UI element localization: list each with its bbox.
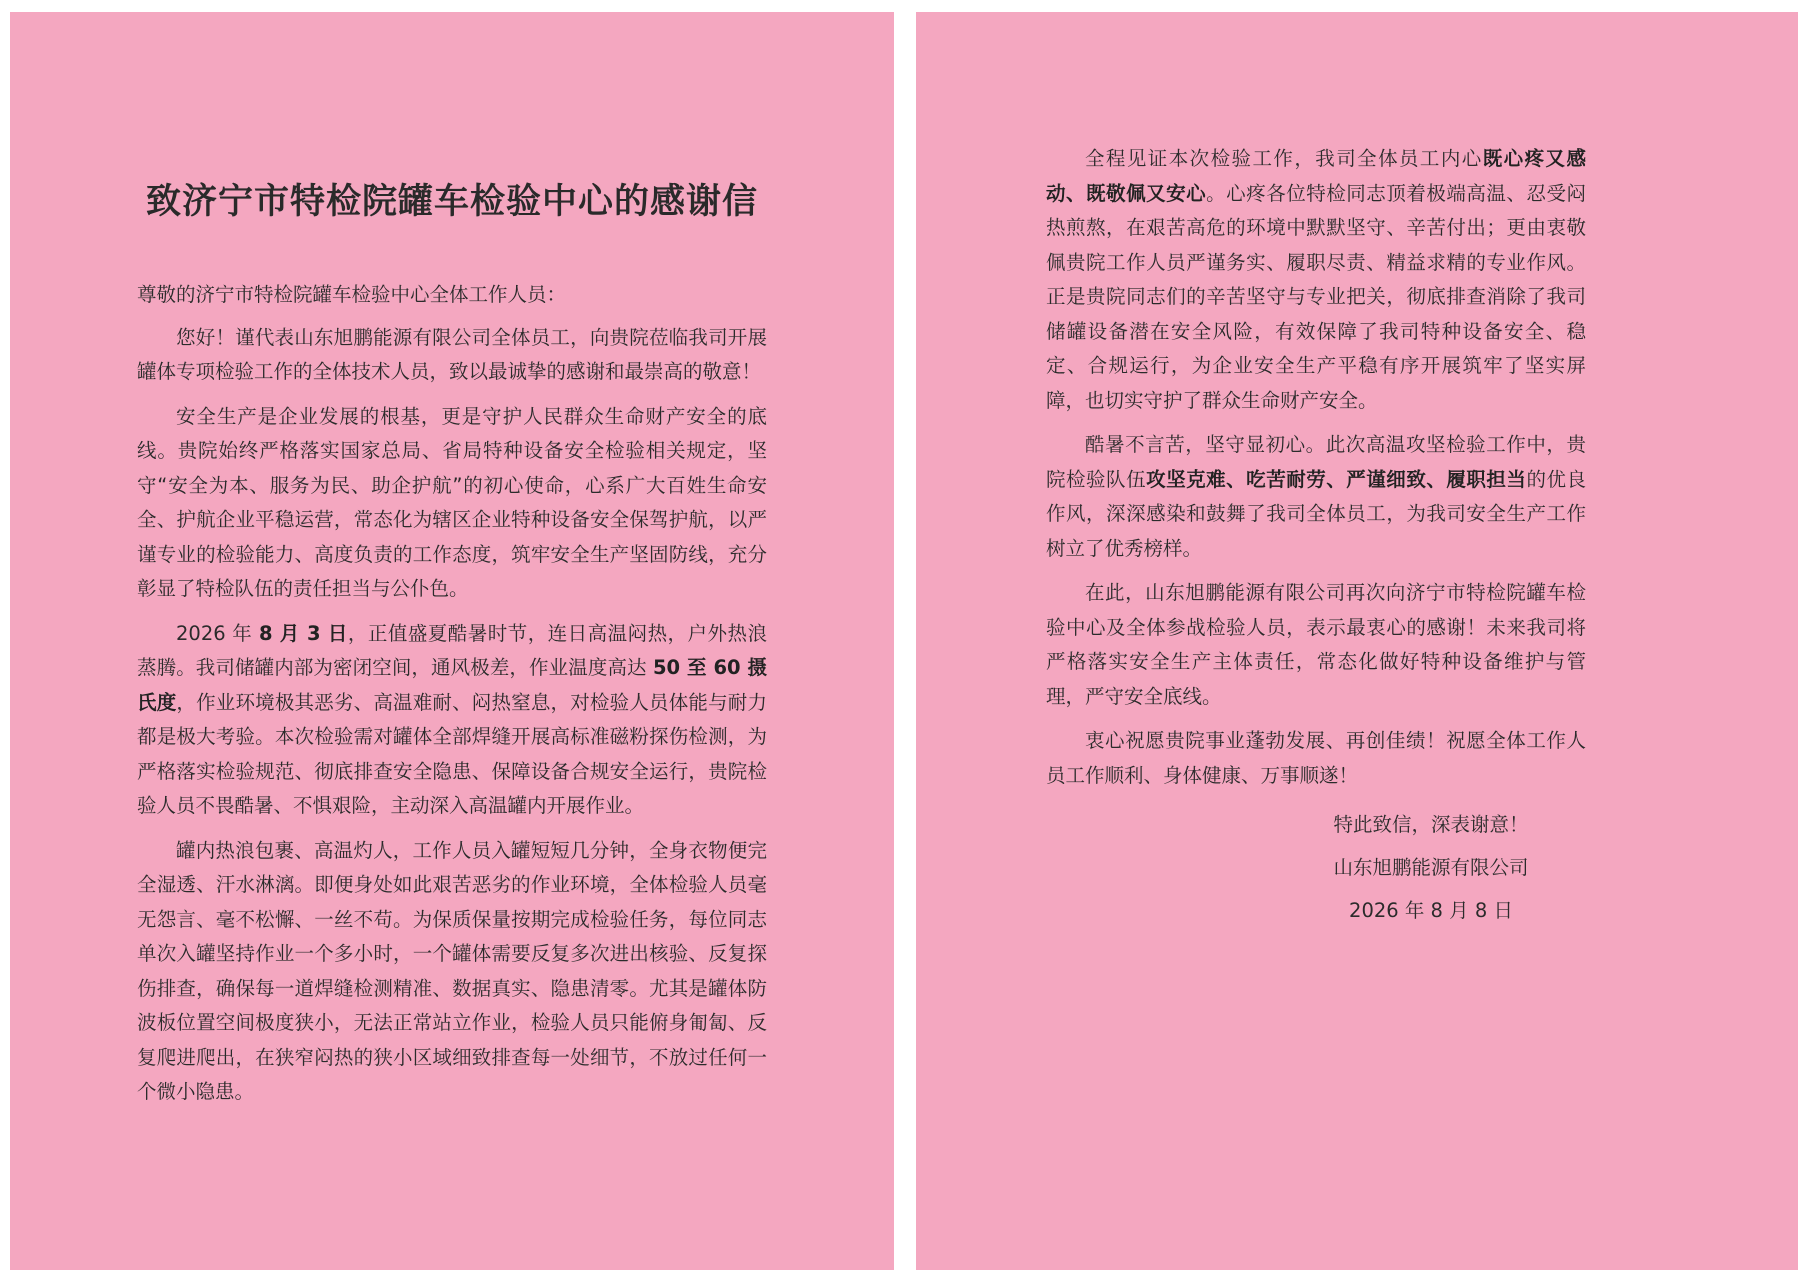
closing-line: 特此致信，深表谢意！ xyxy=(1333,813,1529,836)
emphasis-qualities: 攻坚克难、吃苦耐劳、严谨细致、履职担当 xyxy=(1146,467,1527,491)
text-segment: 。心疼各位特检同志顶着极端高温、忍受闷热煎熬，在艰苦高危的环境中默默坚守、辛苦付出；更由衷敬佩贵院工作人员严谨务实、履职尽责、精益求精的专业作风。正是贵院同志们的辛苦坚守与专业把关，彻底排查消除了我司储罐设备潜在安全风险，有效保障了我司特种设备安全、稳定、合规运行，为企业安全生产平稳有序开展筑牢了坚实屏障，也切实守护了群众生命财产安全。 xyxy=(1046,181,1586,412)
paragraph-greeting: 您好！谨代表山东旭鹏能源有限公司全体员工，向贵院莅临我司开展罐体专项检验工作的全体技术人员，致以最诚挚的感谢和最崇高的敬意！ xyxy=(137,325,767,383)
signature: 山东旭鹏能源有限公司 xyxy=(1333,856,1529,879)
paragraph-safety: 安全生产是企业发展的根基，更是守护人民群众生命财产安全的底线。贵院始终严格落实国家总局、省局特种设备安全检验相关规定，坚守“安全为本、服务为民、助企护航”的初心使命，心系广大百姓生命安全、护航企业平稳运营，常态化为辖区企业特种设备安全保驾护航，以严谨专业的检验能力、高度负责的工作态度，筑牢安全生产坚固防线，充分彰显了特检队伍的责任担当与公仆色。 xyxy=(137,404,767,600)
text-segment: ，正值盛夏酷暑时节，连日高温闷热，户外热浪蒸腾。我司储罐内部为密闭空间，通风极差，作业温度高达 xyxy=(137,621,767,679)
letter-body-right xyxy=(1046,142,1586,932)
temperature-range: 50 至 60 摄氏度 xyxy=(137,656,767,714)
salutation: 尊敬的济宁市特检院罐车检验中心全体工作人员： xyxy=(137,283,567,306)
letter-date: 2026 年 8 月 8 日 xyxy=(1349,899,1513,922)
paragraph-inspection-date xyxy=(137,617,767,824)
text-segment: 2026 年 xyxy=(176,621,259,645)
letter-title: 致济宁市特检院罐车检验中心的感谢信 xyxy=(145,182,758,222)
emphasis-feelings: 既心疼又感动、既敬佩又安心 xyxy=(1046,147,1586,205)
letter-page-left xyxy=(10,12,894,1270)
inspection-date: 8 月 3 日 xyxy=(258,621,348,645)
paragraph-work-conditions: 罐内热浪包裹、高温灼人，工作人员入罐短短几分钟，全身衣物便完全湿透、汗水淋漓。即便身处如此艰苦恶劣的作业环境，全体检验人员毫无怨言、毫不松懈、一丝不苟。为保质保量按期完成检验任务，每位同志单次入罐坚持作业一个多小时，一个罐体需要反复多次进出核验、反复探伤排查，确保每一道焊缝检测精准、数据真实、隐患清零。尤其是罐体防波板位置空间极度狭小，无法正常站立作业，检验人员只能俯身匍匐、反复爬进爬出，在狭窄闷热的狭小区域细致排查每一处细节，不放过任何一个微小隐患。 xyxy=(137,838,767,1103)
paragraph-wishes: 衷心祝愿贵院事业蓬勃发展、再创佳绩！祝愿全体工作人员工作顺利、身体健康、万事顺遂！ xyxy=(1046,729,1586,787)
paragraph-thanks: 在此，山东旭鹏能源有限公司再次向济宁市特检院罐车检验中心及全体参战检验人员，表示最衷心的感谢！未来我司将严格落实安全生产主体责任，常态化做好特种设备维护与管理，严守安全底线。 xyxy=(1046,581,1586,708)
letter-body-left xyxy=(137,278,767,1120)
text-segment: 酷暑不言苦，坚守显初心。此次高温攻坚检验工作中，贵院检验队伍 xyxy=(1046,433,1586,491)
text-segment: 全程见证本次检验工作，我司全体员工内心 xyxy=(1085,147,1483,170)
text-segment: 的优良作风，深深感染和鼓舞了我司全体员工，为我司安全生产工作树立了优秀榜样。 xyxy=(1046,467,1586,560)
letter-page-right xyxy=(916,12,1798,1270)
paragraph-spirit xyxy=(1046,428,1586,566)
text-segment: ，作业环境极其恶劣、高温难耐、闷热窒息，对检验人员体能与耐力都是极大考验。本次检验需对罐体全部焊缝开展高标准磁粉探伤检测，为严格落实检验规范、彻底排查安全隐患、保障设备合规安全运行，贵院检验人员不畏酷暑、不惧艰险，主动深入高温罐内开展作业。 xyxy=(137,690,767,817)
paragraph-witness xyxy=(1046,142,1586,418)
